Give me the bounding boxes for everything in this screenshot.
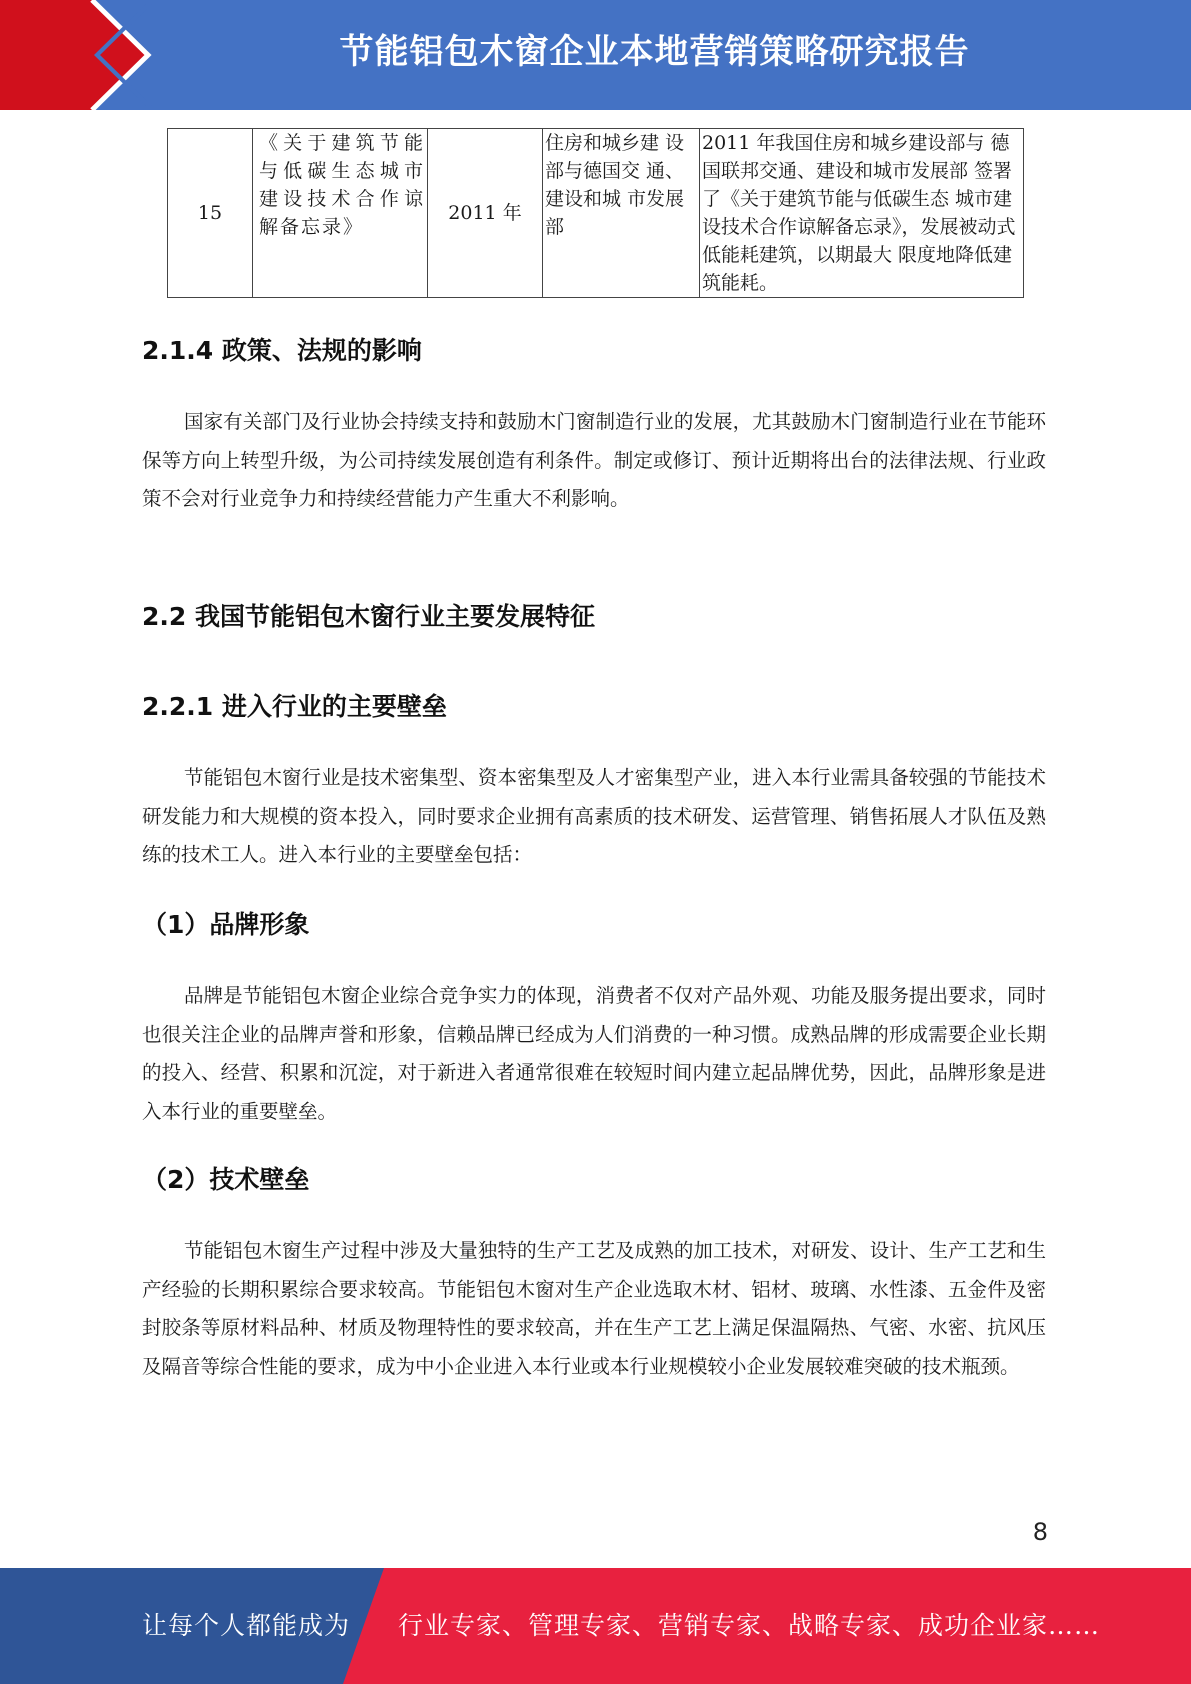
table-cell-document: 《关于建筑节能与低碳生态城市建设技术合作谅解备忘录》: [253, 129, 428, 298]
report-title: 节能铝包木窗企业本地营销策略研究报告: [339, 32, 970, 72]
footer-slogan-roles: 行业专家、管理专家、营销专家、战略专家、成功企业家……: [398, 1611, 1101, 1640]
table-cell-number: 15: [168, 129, 253, 298]
table-cell-year: 2011 年: [428, 129, 543, 298]
footer-banner: [0, 1568, 1191, 1684]
paragraph-policy-impact: 国家有关部门及行业协会持续支持和鼓励木门窗制造行业的发展，尤其鼓励木门窗制造行业在节能环保等方向上转型升级，为公司持续发展创造有利条件。制定或修订、预计近期将出台的法律法规、行业政策不会对行业竞争力和持续经营能力产生重大不利影响。: [142, 410, 1046, 510]
heading-technical-barriers: （2）技术壁垒: [142, 1165, 310, 1194]
header-banner: [0, 0, 1191, 110]
paragraph-brand-image: 品牌是节能铝包木窗企业综合竞争实力的体现，消费者不仅对产品外观、功能及服务提出要求，同时也很关注企业的品牌声誉和形象，信赖品牌已经成为人们消费的一种习惯。成熟品牌的形成需要企业长期的投入、经营、积累和沉淀，对于新进入者通常很难在较短时间内建立起品牌优势，因此，品牌形象是进入本行业的重要壁垒。: [142, 984, 1046, 1123]
page-number: 8: [1032, 1518, 1048, 1546]
table-cell-organization: 住房和城乡建 设部与德国交 通、建设和城 市发展部: [543, 129, 700, 298]
footer-slogan-lead: 让每个人都能成为: [142, 1611, 351, 1640]
paragraph-technical-barriers: 节能铝包木窗生产过程中涉及大量独特的生产工艺及成熟的加工技术，对研发、设计、生产工艺和生产经验的长期积累综合要求较高。节能铝包木窗对生产企业选取木材、铝材、玻璃、水性漆、五金件及密封胶条等原材料品种、材质及物理特性的要求较高，并在生产工艺上满足保温隔热、气密、水密、抗风压及隔音等综合性能的要求，成为中小企业进入本行业或本行业规模较小企业发展较难突破的技术瓶颈。: [142, 1239, 1046, 1378]
table-row: [168, 129, 1024, 298]
heading-brand-image: （1）品牌形象: [142, 910, 310, 939]
heading-2-2-1: 2.2.1 进入行业的主要壁垒: [142, 692, 447, 721]
paragraph-entry-barriers: 节能铝包木窗行业是技术密集型、资本密集型及人才密集型产业，进入本行业需具备较强的节能技术研发能力和大规模的资本投入，同时要求企业拥有高素质的技术研发、运营管理、销售拓展人才队伍及熟练的技术工人。进入本行业的主要壁垒包括：: [142, 766, 1046, 866]
table-cell-description: 2011 年我国住房和城乡建设部与 德国联邦交通、建设和城市发展部 签署了《关于建筑节能与低碳生态 城市建设技术合作谅解备忘录》，发展被动式低能耗建筑，以期最大 限度地降低建筑能耗。: [700, 129, 1024, 298]
policy-table: [167, 128, 1024, 298]
heading-2-2: 2.2 我国节能铝包木窗行业主要发展特征: [142, 602, 595, 631]
heading-2-1-4: 2.1.4 政策、法规的影响: [142, 336, 422, 365]
